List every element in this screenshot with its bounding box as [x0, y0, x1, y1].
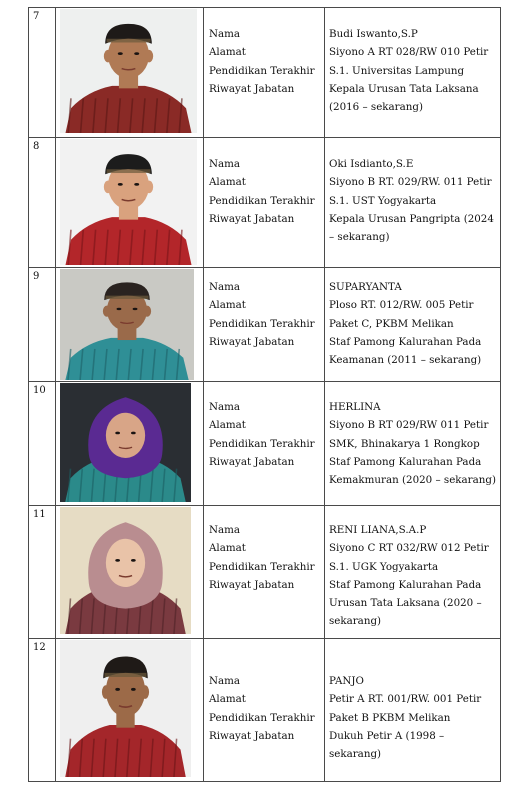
field-labels [204, 268, 325, 382]
value-position-history: Staf Pamong Kalurahan Pada Keamanan (2011 – sekarang) [329, 335, 482, 367]
row-number: 7 [29, 8, 56, 138]
label-education: Pendidikan Terakhir [209, 560, 315, 573]
value-education: Paket B PKBM Melikan [329, 711, 451, 724]
value-education: S.1. UST Yogyakarta [329, 194, 437, 207]
official-row [29, 8, 501, 138]
field-values [325, 8, 501, 138]
field-labels [204, 382, 325, 506]
photo-cell [56, 506, 204, 639]
label-education: Pendidikan Terakhir [209, 64, 315, 77]
value-address: Ploso RT. 012/RW. 005 Petir [329, 299, 474, 312]
photo-cell [56, 382, 204, 506]
value-address: Siyono B RT. 029/RW. 011 Petir [329, 176, 492, 189]
field-labels [204, 8, 325, 138]
official-photo [60, 9, 197, 133]
officials-table [28, 7, 501, 782]
official-photo [60, 383, 191, 502]
value-address: Siyono A RT 028/RW 010 Petir [329, 46, 489, 59]
field-values [325, 639, 501, 782]
official-row [29, 268, 501, 382]
value-education: Paket C, PKBM Melikan [329, 317, 454, 330]
label-name: Nama [209, 524, 241, 536]
label-name: Nama [209, 158, 241, 170]
row-number: 12 [29, 639, 56, 782]
row-number: 9 [29, 268, 56, 382]
field-labels [204, 506, 325, 639]
value-education: S.1. UGK Yogyakarta [329, 560, 439, 573]
row-number: 10 [29, 382, 56, 506]
value-position-history: Staf Pamong Kalurahan Pada Urusan Tata Laksana (2020 – sekarang) [329, 578, 482, 628]
label-position-history: Riwayat Jabatan [209, 578, 295, 591]
value-address: Petir A RT. 001/RW. 001 Petir [329, 693, 482, 706]
label-name: Nama [209, 675, 241, 687]
official-photo [60, 507, 191, 634]
value-name: Budi Iswanto,S.P [329, 28, 418, 40]
label-education: Pendidikan Terakhir [209, 194, 315, 207]
label-education: Pendidikan Terakhir [209, 437, 315, 450]
label-position-history: Riwayat Jabatan [209, 212, 295, 225]
label-position-history: Riwayat Jabatan [209, 82, 295, 95]
label-address: Alamat [209, 419, 246, 432]
field-values [325, 268, 501, 382]
photo-cell [56, 8, 204, 138]
label-position-history: Riwayat Jabatan [209, 335, 295, 348]
label-address: Alamat [209, 299, 246, 312]
label-address: Alamat [209, 46, 246, 59]
official-row [29, 639, 501, 782]
row-number: 11 [29, 506, 56, 639]
official-photo [60, 139, 197, 265]
value-position-history: Kepala Urusan Tata Laksana (2016 – sekarang) [329, 82, 479, 114]
official-row [29, 138, 501, 268]
value-name: SUPARYANTA [329, 281, 402, 293]
photo-cell [56, 138, 204, 268]
label-address: Alamat [209, 693, 246, 706]
value-education: S.1. Universitas Lampung [329, 64, 465, 77]
label-education: Pendidikan Terakhir [209, 317, 315, 330]
label-name: Nama [209, 281, 241, 293]
field-values [325, 138, 501, 268]
value-name: Oki Isdianto,S.E [329, 158, 414, 170]
photo-cell [56, 268, 204, 382]
value-name: PANJO [329, 675, 364, 687]
official-photo [60, 640, 191, 777]
label-address: Alamat [209, 176, 246, 189]
label-address: Alamat [209, 542, 246, 555]
official-row [29, 382, 501, 506]
label-name: Nama [209, 401, 241, 413]
official-row [29, 506, 501, 639]
field-values [325, 382, 501, 506]
label-position-history: Riwayat Jabatan [209, 729, 295, 742]
label-position-history: Riwayat Jabatan [209, 455, 295, 468]
official-photo [60, 269, 194, 380]
value-position-history: Dukuh Petir A (1998 – sekarang) [329, 729, 445, 761]
officials-table-body [29, 8, 501, 782]
value-address: Siyono C RT 032/RW 012 Petir [329, 542, 489, 555]
field-values [325, 506, 501, 639]
value-name: HERLINA [329, 401, 381, 413]
value-position-history: Staf Pamong Kalurahan Pada Kemakmuran (2020 – sekarang) [329, 455, 496, 487]
field-labels [204, 639, 325, 782]
row-number: 8 [29, 138, 56, 268]
value-position-history: Kepala Urusan Pangripta (2024 – sekarang) [329, 212, 494, 244]
value-address: Siyono B RT 029/RW 011 Petir [329, 419, 489, 432]
photo-cell [56, 639, 204, 782]
value-name: RENI LIANA,S.A.P [329, 524, 427, 536]
value-education: SMK, Bhinakarya 1 Rongkop [329, 437, 480, 450]
label-education: Pendidikan Terakhir [209, 711, 315, 724]
label-name: Nama [209, 28, 241, 40]
field-labels [204, 138, 325, 268]
